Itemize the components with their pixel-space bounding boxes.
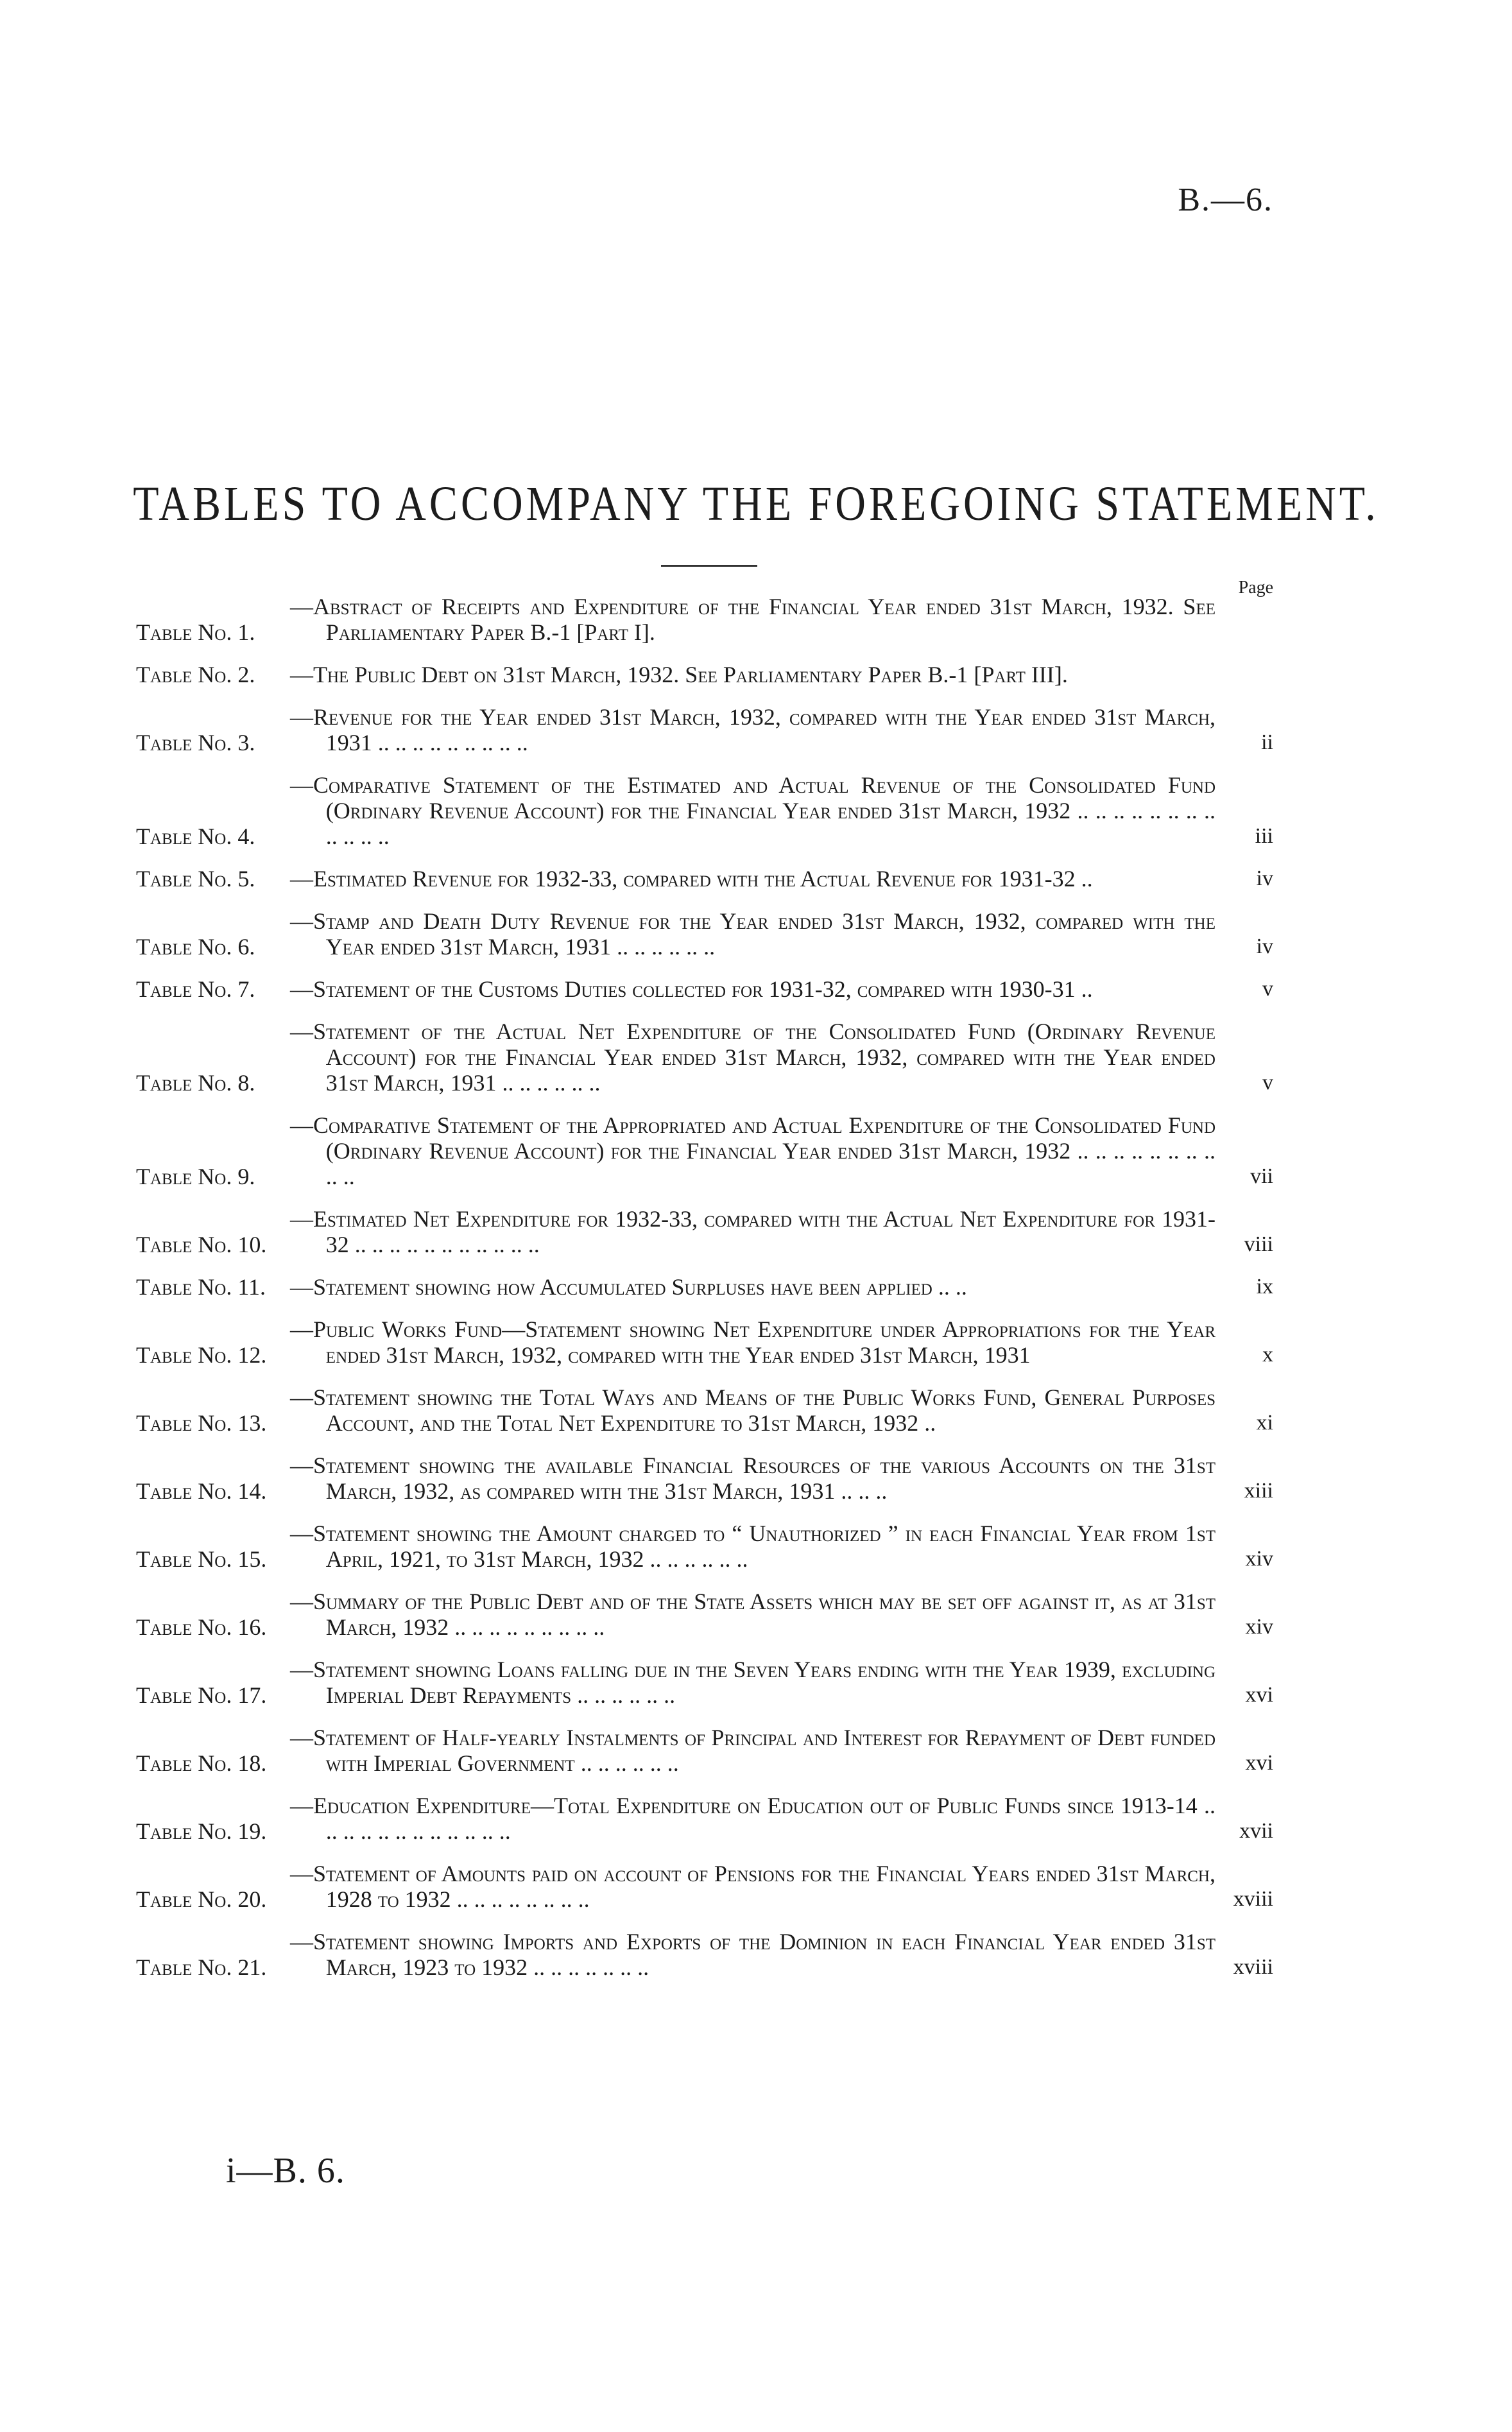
toc-entry (136, 1861, 1273, 1912)
toc-entry (136, 1019, 1273, 1096)
toc-entry-description: —Statement showing the available Financial Resources of the various Accounts on the 31st March, 1932, as compared with the 31st March, 1931 .. .. .. (290, 1453, 1216, 1504)
toc-entry-description: —Statement of the Customs Duties collected for 1931-32, compared with 1930-31 .. (290, 976, 1093, 1002)
toc-entry-description: —Statement showing Loans falling due in the Seven Years ending with the Year 1939, excluding Imperial Debt Repayments .. .. .. .. .. .. (290, 1657, 1216, 1708)
toc-entry (136, 1384, 1273, 1436)
toc-entry-page: ix (1256, 1275, 1273, 1298)
toc-entry (136, 1657, 1273, 1708)
toc-entry-description: —Comparative Statement of the Estimated and Actual Revenue of the Consolidated Fund (Ordinary Revenue Account) for the Financial Year ended 31st March, 1932 .. .. .. .. .. .. .. .. .. .. .. .. (290, 772, 1216, 849)
toc-entry (136, 1453, 1273, 1504)
toc-entry-description: —Stamp and Death Duty Revenue for the Year ended 31st March, 1932, compared with the Year ended 31st March, 1931 .. .. .. .. .. .. (290, 908, 1216, 960)
toc-entry-description: —The Public Debt on 31st March, 1932. See Parliamentary Paper B.-1 [Part III]. (290, 662, 1068, 687)
toc-entry (136, 1274, 1273, 1300)
toc-entry-description: —Public Works Fund—Statement showing Net Expenditure under Appropriations for the Year ended 31st March, 1932, compared with the Year ended 31st March, 1931 (290, 1316, 1216, 1368)
toc-entry (136, 704, 1273, 755)
toc-entry-page: v (1262, 1071, 1273, 1094)
toc-entry-label: Table No. 6. (136, 934, 255, 960)
toc-entry-page: xvi (1245, 1751, 1273, 1775)
toc-entry-page: viii (1244, 1232, 1273, 1256)
toc-entry-page: xvi (1245, 1683, 1273, 1707)
toc-entry-description: —Education Expenditure—Total Expenditure on Education out of Public Funds since 1913-14 .. .. .. .. .. .. .. .. .. .. .. .. (290, 1793, 1216, 1844)
toc-entry-description: —Comparative Statement of the Appropriated and Actual Expenditure of the Consolidated Fund (Ordinary Revenue Account) for the Financial Year ended 31st March, 1932 .. .. .. .. .. .. .. .. .. .. (290, 1112, 1216, 1189)
toc-entry (136, 1929, 1273, 1980)
toc-entry-page: x (1262, 1343, 1273, 1367)
toc-entry-page: xi (1256, 1411, 1273, 1435)
toc-entry-page: iii (1255, 824, 1273, 848)
toc-entry-description: —Revenue for the Year ended 31st March, 1932, compared with the Year ended 31st March, 1931 .. .. .. .. .. .. .. .. .. (290, 704, 1216, 755)
toc-entry-description: —Statement of Half-yearly Instalments of Principal and Interest for Repayment of Debt funded with Imperial Government .. .. .. .. .. .. (290, 1725, 1216, 1776)
toc-entry-label: Table No. 12. (136, 1342, 267, 1368)
toc-entry-label: Table No. 4. (136, 824, 255, 849)
toc-entry (136, 1316, 1273, 1368)
toc-entry (136, 976, 1273, 1002)
toc-entry-label: Table No. 14. (136, 1478, 267, 1504)
toc-entry-description: —Statement of the Actual Net Expenditure of the Consolidated Fund (Ordinary Revenue Account) for the Financial Year ended 31st March, 1932, compared with the Year ended 31st March, 1931 .. .. .. .. .. .. (290, 1019, 1216, 1096)
toc-entry-label: Table No. 7. (136, 976, 255, 1002)
toc-entry-page: xviii (1233, 1955, 1273, 1979)
toc-entry-label: Table No. 16. (136, 1614, 267, 1640)
toc-entry-label: Table No. 18. (136, 1750, 267, 1776)
toc-entry-page: vii (1250, 1164, 1273, 1188)
toc-entry-page: v (1262, 977, 1273, 1001)
toc-entry-label: Table No. 1. (136, 619, 255, 645)
toc-entry-label: Table No. 11. (136, 1274, 266, 1300)
table-of-contents (136, 594, 1273, 1997)
toc-entry-label: Table No. 15. (136, 1546, 267, 1572)
toc-entry-label: Table No. 17. (136, 1682, 267, 1708)
toc-entry-page: xvii (1239, 1819, 1273, 1843)
toc-entry (136, 1725, 1273, 1776)
toc-entry-description: —Estimated Revenue for 1932-33, compared with the Actual Revenue for 1931-32 .. (290, 866, 1093, 892)
title-divider (661, 565, 757, 567)
toc-entry-label: Table No. 13. (136, 1410, 267, 1436)
toc-entry-description: —Summary of the Public Debt and of the State Assets which may be set off against it, as at 31st March, 1932 .. .. .. .. .. .. .. .. .. (290, 1589, 1216, 1640)
toc-entry (136, 772, 1273, 849)
toc-entry-label: Table No. 9. (136, 1164, 255, 1189)
page-column-heading: Page (1238, 578, 1273, 598)
page-title: TABLES TO ACCOMPANY THE FOREGOING STATEMENT. (133, 477, 1379, 531)
toc-entry-description: —Statement of Amounts paid on account of Pensions for the Financial Years ended 31st March, 1928 to 1932 .. .. .. .. .. .. .. .. (290, 1861, 1216, 1912)
toc-entry (136, 908, 1273, 960)
toc-entry-label: Table No. 19. (136, 1818, 267, 1844)
toc-entry-description: —Statement showing the Total Ways and Means of the Public Works Fund, General Purposes Account, and the Total Net Expenditure to 31st March, 1932 .. (290, 1384, 1216, 1436)
toc-entry (136, 1112, 1273, 1189)
toc-entry-description: —Estimated Net Expenditure for 1932-33, compared with the Actual Net Expenditure for 1931-32 .. .. .. .. .. .. .. .. .. .. .. (290, 1206, 1216, 1257)
toc-entry-page: ii (1261, 730, 1273, 754)
toc-entry (136, 866, 1273, 892)
toc-entry-page: xiv (1245, 1547, 1273, 1571)
toc-entry-label: Table No. 2. (136, 662, 255, 687)
toc-entry-page: xiv (1245, 1615, 1273, 1639)
toc-entry-label: Table No. 5. (136, 866, 255, 892)
toc-entry-description: —Abstract of Receipts and Expenditure of the Financial Year ended 31st March, 1932. See Parliamentary Paper B.-1 [Part I]. (290, 594, 1216, 645)
toc-entry-page: iv (1256, 935, 1273, 958)
toc-entry (136, 1589, 1273, 1640)
toc-entry-label: Table No. 10. (136, 1232, 267, 1257)
toc-entry (136, 1793, 1273, 1844)
toc-entry-label: Table No. 8. (136, 1070, 255, 1096)
toc-entry-page: xiii (1244, 1479, 1273, 1503)
toc-entry-description: —Statement showing the Amount charged to “ Unauthorized ” in each Financial Year from 1st April, 1921, to 31st March, 1932 .. .. .. .. .. .. (290, 1521, 1216, 1572)
toc-entry-description: —Statement showing Imports and Exports of the Dominion in each Financial Year ended 31st March, 1923 to 1932 .. .. .. .. .. .. .. (290, 1929, 1216, 1980)
toc-entry-description: —Statement showing how Accumulated Surpluses have been applied .. .. (290, 1274, 967, 1300)
toc-entry (136, 594, 1273, 645)
toc-entry-label: Table No. 21. (136, 1954, 267, 1980)
toc-entry-page: xviii (1233, 1887, 1273, 1911)
toc-entry (136, 1521, 1273, 1572)
toc-entry (136, 662, 1273, 687)
toc-entry-label: Table No. 20. (136, 1886, 267, 1912)
toc-entry-label: Table No. 3. (136, 730, 255, 755)
toc-entry-page: iv (1256, 867, 1273, 890)
toc-entry (136, 1206, 1273, 1257)
document-reference: B.—6. (1178, 182, 1273, 218)
footer-reference: i—B. 6. (226, 2151, 345, 2191)
